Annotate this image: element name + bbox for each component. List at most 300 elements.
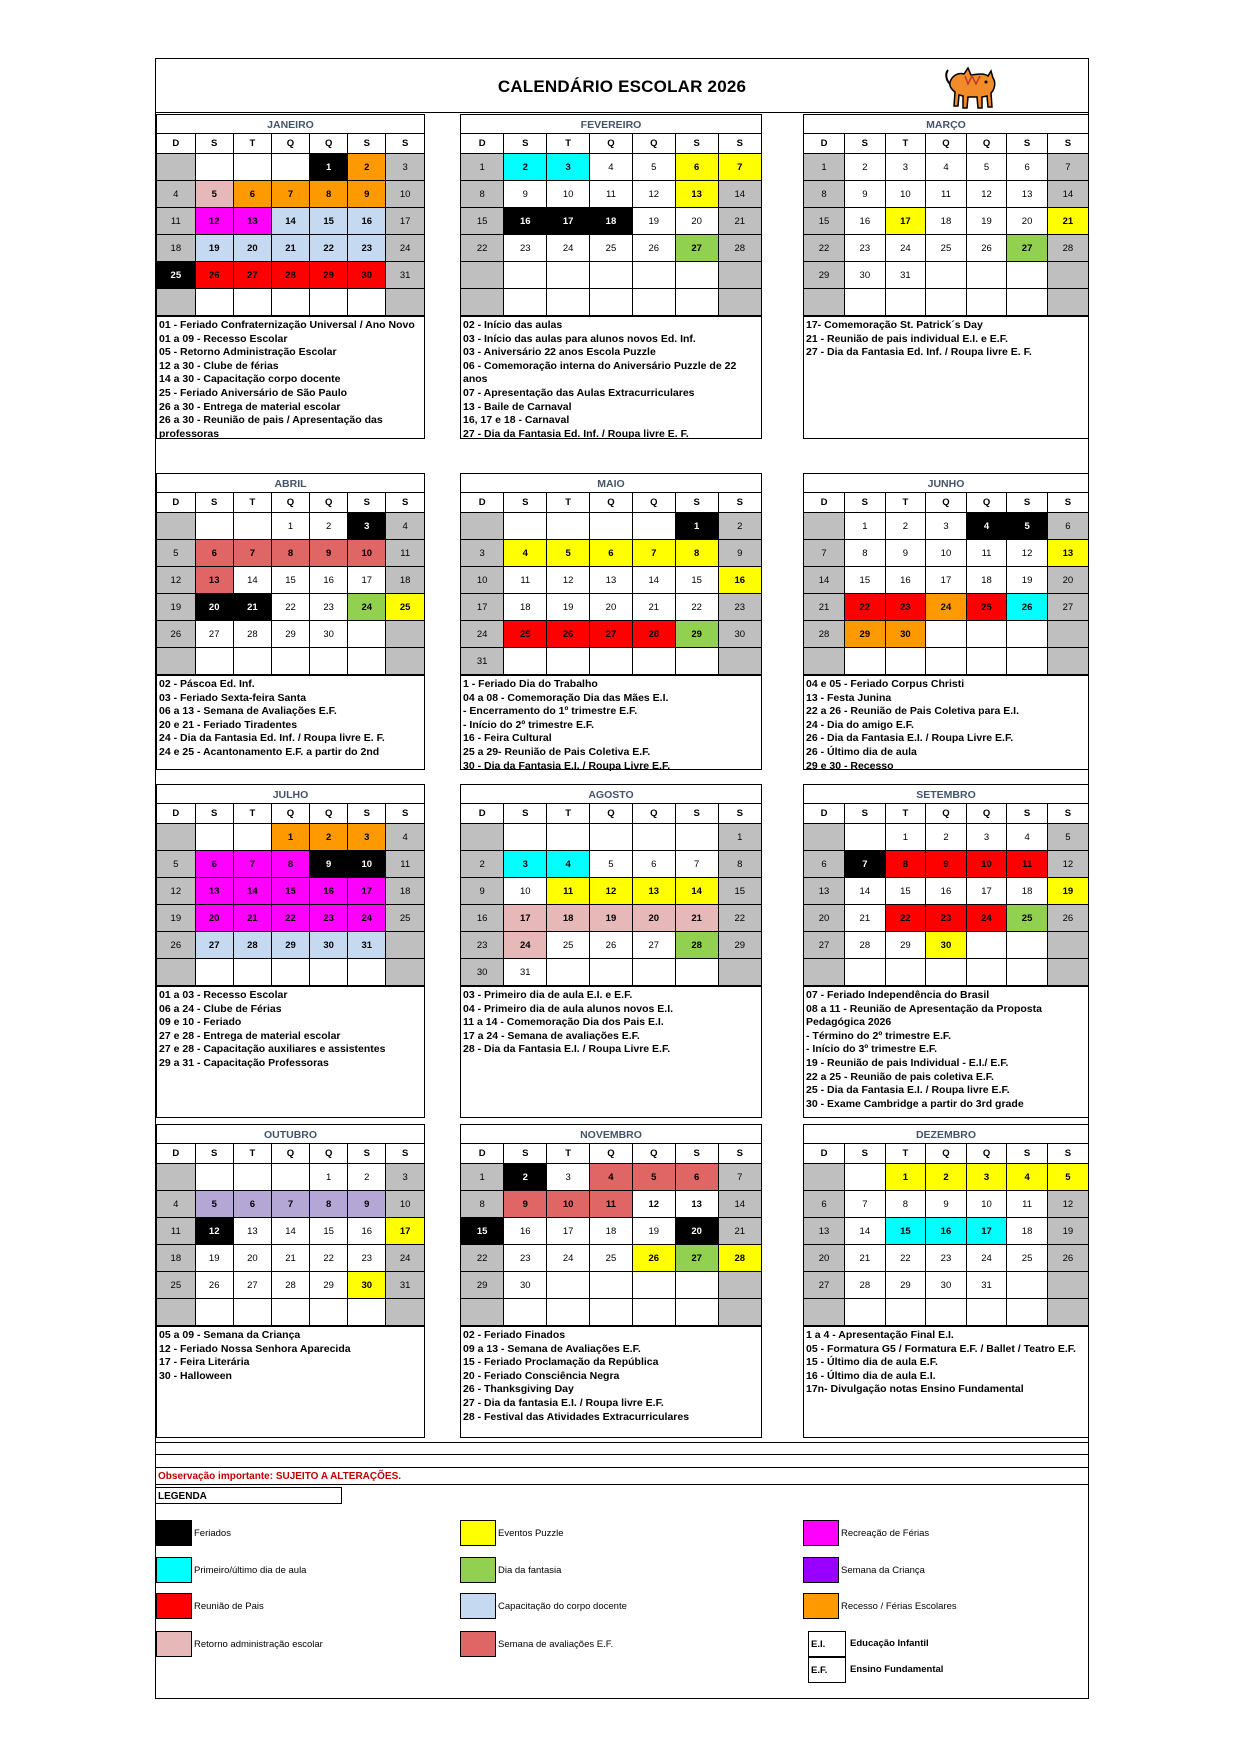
weekday-header: D — [157, 134, 195, 154]
day-cell: 22 — [845, 594, 886, 621]
day-cell: 30 — [310, 621, 348, 648]
month-notes — [461, 1326, 761, 1424]
day-cell — [386, 289, 424, 316]
day-cell — [966, 262, 1007, 289]
month-dezembro — [803, 1124, 1089, 1438]
event-note: 27 - Dia da Fantasia Ed. Inf. / Roupa livre E. F. — [463, 427, 689, 440]
day-cell: 7 — [675, 851, 718, 878]
day-cell: 18 — [1007, 1218, 1048, 1245]
month-notes — [804, 316, 1088, 360]
day-cell: 30 — [348, 262, 386, 289]
weekday-header: Q — [271, 134, 309, 154]
legend-label: Capacitação do corpo docente — [498, 1601, 627, 1612]
day-cell — [195, 1164, 233, 1191]
event-note: 14 a 30 - Capacitação corpo docente — [159, 373, 341, 386]
legend-title: LEGENDA — [156, 1487, 342, 1504]
day-cell: 25 — [504, 621, 547, 648]
day-cell: 8 — [718, 851, 761, 878]
day-cell: 25 — [1007, 1245, 1048, 1272]
day-cell — [966, 932, 1007, 959]
day-cell: 9 — [926, 1191, 967, 1218]
day-cell: 12 — [632, 181, 675, 208]
day-cell — [504, 262, 547, 289]
day-cell: 18 — [590, 208, 633, 235]
weekday-header: D — [461, 1144, 504, 1164]
weekday-header: Q — [271, 804, 309, 824]
weekday-header: D — [461, 804, 504, 824]
day-cell: 29 — [718, 932, 761, 959]
day-cell — [157, 513, 195, 540]
day-cell: 12 — [157, 878, 195, 905]
event-note: 1 a 4 - Apresentação Final E.I. — [806, 1329, 954, 1341]
legend-label: Semana da Criança — [841, 1565, 925, 1576]
weekday-header: T — [885, 804, 926, 824]
weekday-header: S — [675, 493, 718, 513]
day-cell: 4 — [590, 1164, 633, 1191]
day-cell: 22 — [271, 594, 309, 621]
event-note: 05 a 09 - Semana da Criança — [159, 1329, 301, 1341]
day-cell — [926, 959, 967, 986]
day-cell: 7 — [845, 851, 886, 878]
event-note: 02 - Feriado Finados — [463, 1329, 566, 1341]
day-cell — [233, 1164, 271, 1191]
weekday-header: T — [233, 493, 271, 513]
day-cell: 12 — [632, 1191, 675, 1218]
cat-mascot-icon — [942, 62, 1002, 114]
day-cell: 9 — [504, 181, 547, 208]
day-cell — [675, 824, 718, 851]
day-cell: 6 — [804, 851, 845, 878]
weekday-header: S — [1047, 1144, 1088, 1164]
day-cell: 23 — [310, 905, 348, 932]
day-cell: 1 — [718, 824, 761, 851]
day-cell: 19 — [195, 235, 233, 262]
day-cell: 7 — [1047, 154, 1088, 181]
event-note: 15 - Último dia de aula E.F. — [806, 1356, 938, 1369]
day-cell: 24 — [504, 932, 547, 959]
day-cell: 15 — [885, 878, 926, 905]
day-cell — [310, 648, 348, 675]
day-cell — [632, 1299, 675, 1326]
day-cell: 22 — [675, 594, 718, 621]
weekday-header: S — [1047, 134, 1088, 154]
day-cell: 24 — [885, 235, 926, 262]
day-cell: 1 — [675, 513, 718, 540]
day-cell — [547, 959, 590, 986]
day-cell: 25 — [386, 905, 424, 932]
day-cell: 18 — [1007, 878, 1048, 905]
day-cell: 12 — [590, 878, 633, 905]
day-cell: 31 — [885, 262, 926, 289]
weekday-header: D — [804, 134, 845, 154]
day-cell: 28 — [1047, 235, 1088, 262]
day-cell — [1047, 648, 1088, 675]
day-cell: 17 — [386, 208, 424, 235]
day-cell: 4 — [157, 181, 195, 208]
day-cell: 10 — [926, 540, 967, 567]
day-cell: 21 — [1047, 208, 1088, 235]
abbreviation-code: E.F. — [808, 1657, 846, 1683]
calendar-grid — [461, 134, 761, 316]
day-cell: 29 — [804, 262, 845, 289]
day-cell — [675, 289, 718, 316]
day-cell: 29 — [310, 1272, 348, 1299]
day-cell: 22 — [310, 1245, 348, 1272]
day-cell: 23 — [845, 235, 886, 262]
day-cell: 27 — [804, 1272, 845, 1299]
day-cell — [966, 621, 1007, 648]
day-cell: 19 — [1047, 878, 1088, 905]
weekday-header: Q — [310, 134, 348, 154]
day-cell: 20 — [1007, 208, 1048, 235]
day-cell: 24 — [966, 905, 1007, 932]
day-cell — [926, 262, 967, 289]
divider — [156, 1442, 1088, 1443]
weekday-header: S — [675, 1144, 718, 1164]
day-cell — [271, 1299, 309, 1326]
day-cell — [386, 648, 424, 675]
day-cell: 11 — [1007, 851, 1048, 878]
day-cell: 14 — [271, 208, 309, 235]
weekday-header: S — [845, 134, 886, 154]
month-julho — [156, 784, 425, 1118]
day-cell — [804, 648, 845, 675]
day-cell — [632, 824, 675, 851]
weekday-header: Q — [590, 493, 633, 513]
day-cell — [271, 959, 309, 986]
day-cell: 3 — [547, 154, 590, 181]
day-cell — [1047, 1299, 1088, 1326]
day-cell — [590, 1272, 633, 1299]
day-cell: 12 — [1047, 1191, 1088, 1218]
month-janeiro — [156, 114, 425, 439]
day-cell: 4 — [926, 154, 967, 181]
day-cell: 19 — [195, 1245, 233, 1272]
legend-swatch — [803, 1557, 839, 1583]
day-cell: 30 — [310, 932, 348, 959]
day-cell: 25 — [590, 1245, 633, 1272]
day-cell — [1007, 262, 1048, 289]
day-cell: 9 — [845, 181, 886, 208]
day-cell: 26 — [157, 621, 195, 648]
day-cell: 13 — [195, 567, 233, 594]
day-cell — [1007, 959, 1048, 986]
day-cell: 9 — [885, 540, 926, 567]
day-cell: 16 — [348, 208, 386, 235]
event-note: 17 a 24 - Semana de avaliações E.F. — [463, 1029, 640, 1042]
day-cell: 20 — [675, 1218, 718, 1245]
month-name: JANEIRO — [157, 115, 424, 134]
day-cell: 3 — [504, 851, 547, 878]
day-cell — [271, 1164, 309, 1191]
day-cell — [804, 1164, 845, 1191]
weekday-header: D — [804, 493, 845, 513]
day-cell: 18 — [547, 905, 590, 932]
day-cell — [195, 1299, 233, 1326]
event-note: 24 - Dia da Fantasia Ed. Inf. / Roupa livre E. F. — [159, 732, 385, 745]
day-cell: 19 — [547, 594, 590, 621]
day-cell — [1047, 289, 1088, 316]
month-notes — [461, 316, 761, 441]
day-cell — [233, 154, 271, 181]
day-cell: 1 — [271, 513, 309, 540]
day-cell: 31 — [386, 1272, 424, 1299]
legend-label: Semana de avaliações E.F. — [498, 1639, 614, 1650]
day-cell: 2 — [504, 154, 547, 181]
calendar-sheet — [155, 58, 1089, 1699]
weekday-header: Q — [271, 493, 309, 513]
day-cell: 16 — [310, 878, 348, 905]
day-cell: 1 — [845, 513, 886, 540]
day-cell: 13 — [804, 1218, 845, 1245]
weekday-header: D — [804, 1144, 845, 1164]
day-cell — [718, 1272, 761, 1299]
day-cell: 18 — [386, 567, 424, 594]
legend-label: Recreação de Férias — [841, 1528, 930, 1539]
weekday-header: S — [348, 493, 386, 513]
day-cell: 4 — [386, 513, 424, 540]
day-cell: 5 — [632, 154, 675, 181]
day-cell — [547, 289, 590, 316]
legend-swatch — [156, 1520, 192, 1546]
day-cell — [157, 1299, 195, 1326]
month-notes — [804, 1326, 1088, 1397]
day-cell — [504, 648, 547, 675]
event-note: 25 - Feriado Aniversário de São Paulo — [159, 386, 348, 399]
day-cell: 21 — [845, 1245, 886, 1272]
legend-swatch — [803, 1593, 839, 1619]
event-note: 03 - Início das aulas para alunos novos Ed. Inf. — [463, 332, 696, 345]
day-cell: 27 — [195, 932, 233, 959]
day-cell — [590, 959, 633, 986]
day-cell — [590, 262, 633, 289]
weekday-header: Q — [310, 804, 348, 824]
day-cell: 30 — [504, 1272, 547, 1299]
weekday-header: S — [675, 134, 718, 154]
day-cell: 17 — [966, 1218, 1007, 1245]
day-cell — [195, 824, 233, 851]
day-cell: 21 — [632, 594, 675, 621]
day-cell: 16 — [845, 208, 886, 235]
day-cell: 10 — [966, 1191, 1007, 1218]
day-cell: 6 — [195, 540, 233, 567]
legend-swatch — [460, 1520, 496, 1546]
day-cell — [718, 1299, 761, 1326]
event-note: - Término do 2º trimestre E.F. — [806, 1029, 952, 1042]
day-cell: 12 — [1007, 540, 1048, 567]
day-cell: 15 — [804, 208, 845, 235]
day-cell: 30 — [718, 621, 761, 648]
day-cell: 3 — [547, 1164, 590, 1191]
day-cell: 28 — [845, 1272, 886, 1299]
day-cell: 7 — [804, 540, 845, 567]
calendar-grid — [157, 493, 424, 675]
day-cell — [1047, 932, 1088, 959]
day-cell: 15 — [718, 878, 761, 905]
day-cell — [310, 289, 348, 316]
day-cell: 22 — [271, 905, 309, 932]
weekday-header: S — [845, 1144, 886, 1164]
day-cell — [348, 289, 386, 316]
day-cell: 10 — [547, 181, 590, 208]
day-cell — [348, 1299, 386, 1326]
divider — [156, 1467, 1088, 1468]
day-cell — [157, 824, 195, 851]
day-cell: 27 — [804, 932, 845, 959]
day-cell — [590, 289, 633, 316]
event-note: 24 e 25 - Acantonamento E.F. a partir do 2nd — [159, 745, 380, 758]
event-note: 27 e 28 - Capacitação auxiliares e assistentes — [159, 1043, 386, 1056]
legend-swatch — [460, 1557, 496, 1583]
day-cell: 20 — [590, 594, 633, 621]
day-cell — [547, 648, 590, 675]
title-bar — [156, 59, 1088, 113]
month-abril — [156, 473, 425, 770]
day-cell: 4 — [547, 851, 590, 878]
day-cell: 10 — [386, 1191, 424, 1218]
day-cell — [504, 513, 547, 540]
day-cell: 11 — [1007, 1191, 1048, 1218]
day-cell: 7 — [718, 154, 761, 181]
day-cell — [590, 513, 633, 540]
event-note: 03 - Primeiro dia de aula E.I. e E.F. — [463, 989, 633, 1001]
day-cell: 6 — [804, 1191, 845, 1218]
day-cell — [1007, 1299, 1048, 1326]
observation-note: Observação importante: SUJEITO A ALTERAÇÕES. — [158, 1471, 402, 1482]
day-cell: 18 — [590, 1218, 633, 1245]
event-note: 16 - Último dia de aula E.I. — [806, 1369, 936, 1382]
day-cell — [271, 154, 309, 181]
day-cell: 8 — [310, 181, 348, 208]
weekday-header: S — [504, 134, 547, 154]
day-cell — [271, 648, 309, 675]
day-cell: 14 — [1047, 181, 1088, 208]
day-cell: 2 — [348, 154, 386, 181]
month-notes — [804, 986, 1088, 1111]
event-note: 20 - Feriado Consciência Negra — [463, 1369, 620, 1382]
day-cell: 21 — [845, 905, 886, 932]
weekday-header: Q — [966, 493, 1007, 513]
day-cell: 21 — [233, 594, 271, 621]
day-cell: 14 — [845, 878, 886, 905]
day-cell — [718, 959, 761, 986]
weekday-header: T — [233, 1144, 271, 1164]
calendar-grid — [804, 804, 1088, 986]
day-cell: 6 — [590, 540, 633, 567]
weekday-header: S — [386, 1144, 424, 1164]
day-cell — [966, 1299, 1007, 1326]
day-cell: 14 — [718, 1191, 761, 1218]
weekday-header: T — [547, 134, 590, 154]
day-cell — [675, 1272, 718, 1299]
event-note: 03 - Aniversário 22 anos Escola Puzzle — [463, 346, 656, 359]
day-cell: 2 — [926, 1164, 967, 1191]
day-cell — [845, 1299, 886, 1326]
day-cell — [845, 959, 886, 986]
day-cell: 9 — [926, 851, 967, 878]
day-cell — [386, 621, 424, 648]
day-cell — [310, 1299, 348, 1326]
day-cell: 14 — [233, 878, 271, 905]
day-cell: 22 — [885, 905, 926, 932]
day-cell — [718, 648, 761, 675]
day-cell — [845, 824, 886, 851]
weekday-header: S — [1047, 804, 1088, 824]
day-cell: 5 — [195, 181, 233, 208]
day-cell — [926, 289, 967, 316]
day-cell: 14 — [271, 1218, 309, 1245]
event-note: 30 - Dia da Fantasia E.I. / Roupa Livre E.F. — [463, 759, 671, 772]
day-cell: 11 — [157, 1218, 195, 1245]
day-cell — [195, 513, 233, 540]
day-cell: 20 — [195, 905, 233, 932]
day-cell: 12 — [195, 208, 233, 235]
weekday-header: T — [885, 134, 926, 154]
event-note: 25 a 29- Reunião de Pais Coletiva E.F. — [463, 745, 651, 758]
day-cell: 6 — [233, 1191, 271, 1218]
day-cell: 12 — [547, 567, 590, 594]
day-cell: 26 — [632, 235, 675, 262]
weekday-header: S — [386, 134, 424, 154]
day-cell: 30 — [885, 621, 926, 648]
day-cell: 24 — [926, 594, 967, 621]
weekday-header: S — [195, 134, 233, 154]
weekday-header: S — [504, 493, 547, 513]
day-cell: 17 — [348, 878, 386, 905]
day-cell: 5 — [966, 154, 1007, 181]
day-cell — [271, 289, 309, 316]
day-cell: 17 — [547, 1218, 590, 1245]
month-outubro — [156, 1124, 425, 1438]
day-cell: 16 — [718, 567, 761, 594]
day-cell — [632, 513, 675, 540]
day-cell — [804, 959, 845, 986]
day-cell: 8 — [845, 540, 886, 567]
event-note: 04 - Primeiro dia de aula alunos novos E.I. — [463, 1002, 674, 1015]
event-note: 12 a 30 - Clube de férias — [159, 359, 279, 372]
day-cell — [590, 824, 633, 851]
day-cell — [966, 959, 1007, 986]
day-cell: 11 — [590, 1191, 633, 1218]
legend-label: Primeiro/último dia de aula — [194, 1565, 307, 1576]
weekday-header: Q — [926, 1144, 967, 1164]
month-notes — [461, 675, 761, 773]
event-note: 17n- Divulgação notas Ensino Fundamental — [806, 1383, 1024, 1396]
day-cell: 16 — [504, 1218, 547, 1245]
day-cell: 7 — [233, 540, 271, 567]
weekday-header: T — [547, 1144, 590, 1164]
day-cell: 25 — [547, 932, 590, 959]
day-cell: 3 — [966, 824, 1007, 851]
legend-swatch — [460, 1631, 496, 1657]
event-note: 01 a 03 - Recesso Escolar — [159, 989, 288, 1001]
day-cell: 22 — [718, 905, 761, 932]
day-cell: 21 — [718, 208, 761, 235]
day-cell — [966, 648, 1007, 675]
day-cell: 21 — [675, 905, 718, 932]
event-note: 13 - Festa Junina — [806, 691, 892, 704]
day-cell — [845, 289, 886, 316]
event-note: 22 a 25 - Reunião de pais coletiva E.F. — [806, 1070, 994, 1083]
weekday-header: S — [718, 804, 761, 824]
day-cell: 10 — [966, 851, 1007, 878]
day-cell: 5 — [590, 851, 633, 878]
day-cell — [386, 1299, 424, 1326]
calendar-grid — [804, 493, 1088, 675]
day-cell: 25 — [157, 1272, 195, 1299]
day-cell — [386, 932, 424, 959]
day-cell: 27 — [195, 621, 233, 648]
